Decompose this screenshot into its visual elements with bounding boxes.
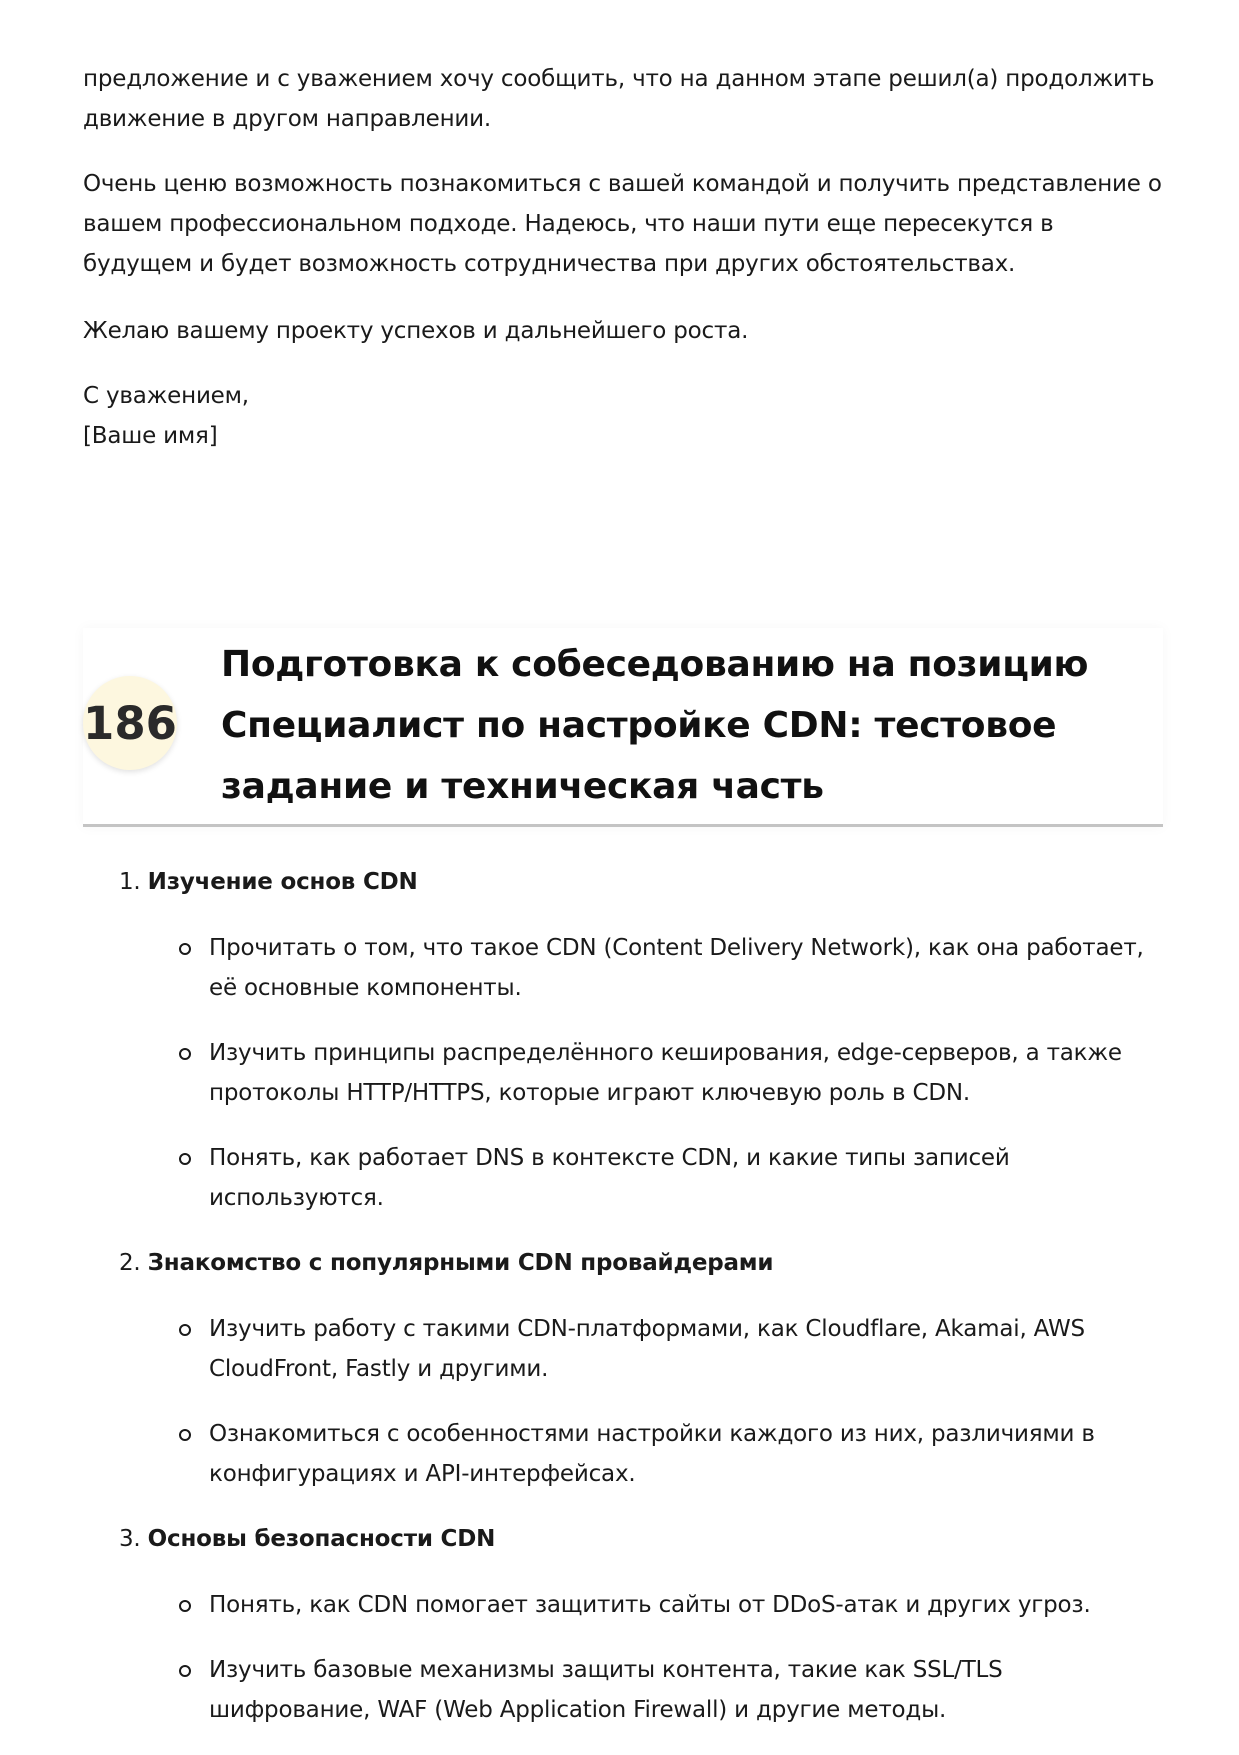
list-item — [83, 1585, 1163, 1625]
closing-text: С уважением, — [83, 383, 249, 409]
section-heading — [119, 862, 1163, 902]
intro-paragraph-3: Желаю вашему проекту успехов и дальнейшего роста. — [83, 318, 749, 344]
list-item — [83, 1033, 1163, 1113]
section-title: Знакомство с популярными CDN провайдерами — [147, 1250, 774, 1276]
letter-closing — [83, 376, 1163, 456]
list-section-3 — [83, 1519, 1163, 1730]
chapter-title: Подготовка к собеседованию на позицию Специалист по настройке CDN: тестовое задание и техническая часть — [221, 644, 1089, 807]
list-section-1 — [83, 862, 1163, 1218]
list-item-text: Понять, как CDN помогает защитить сайты от DDoS-атак и других угроз. — [209, 1592, 1091, 1618]
section-heading — [119, 1243, 1163, 1283]
circle-bullet-icon — [179, 1324, 191, 1336]
section-title: Изучение основ CDN — [147, 869, 418, 895]
list-item — [83, 1414, 1163, 1494]
circle-bullet-icon — [179, 1153, 191, 1165]
list-item — [83, 928, 1163, 1008]
chapter-number-badge: 186 — [83, 676, 177, 770]
list-item-text: Ознакомиться с особенностями настройки каждого из них, различиями в конфигурациях и API-интерфейсах. — [209, 1421, 1095, 1487]
intro-paragraph-2: Очень ценю возможность познакомиться с вашей командой и получить представление о вашем профессиональном подходе. Надеюсь, что наши пути еще пересекутся в будущем и будет возможность сотрудничества при других обстоятельствах. — [83, 171, 1162, 277]
circle-bullet-icon — [179, 1429, 191, 1441]
section-number: 3. — [119, 1526, 141, 1552]
circle-bullet-icon — [179, 1600, 191, 1612]
circle-bullet-icon — [179, 1048, 191, 1060]
list-item-text: Прочитать о том, что такое CDN (Content Delivery Network), как она работает, её основные компоненты. — [209, 935, 1144, 1001]
list-item-text: Изучить принципы распределённого кеширования, edge-серверов, а также протоколы HTTP/HTTPS, которые играют ключевую роль в CDN. — [209, 1040, 1122, 1106]
list-item — [83, 1138, 1163, 1218]
list-section-2 — [83, 1243, 1163, 1494]
list-item-text: Изучить работу с такими CDN-платформами, как Cloudflare, Akamai, AWS CloudFront, Fastly и другими. — [209, 1316, 1085, 1382]
list-item-text: Изучить базовые механизмы защиты контента, такие как SSL/TLS шифрование, WAF (Web Application Firewall) и другие методы. — [209, 1657, 1003, 1723]
circle-bullet-icon — [179, 943, 191, 955]
section-title: Основы безопасности CDN — [147, 1526, 496, 1552]
intro-paragraph-1: предложение и с уважением хочу сообщить, что на данном этапе решил(а) продолжить движение в другом направлении. — [83, 66, 1155, 132]
list-item — [83, 1650, 1163, 1730]
chapter-header — [83, 628, 1163, 827]
section-heading — [119, 1519, 1163, 1559]
preparation-list — [83, 862, 1163, 1755]
list-item — [83, 1309, 1163, 1389]
list-item-text: Понять, как работает DNS в контексте CDN, и какие типы записей используются. — [209, 1145, 1010, 1211]
signature-placeholder: [Ваше имя] — [83, 423, 218, 449]
circle-bullet-icon — [179, 1665, 191, 1677]
section-number: 2. — [119, 1250, 141, 1276]
section-number: 1. — [119, 869, 141, 895]
